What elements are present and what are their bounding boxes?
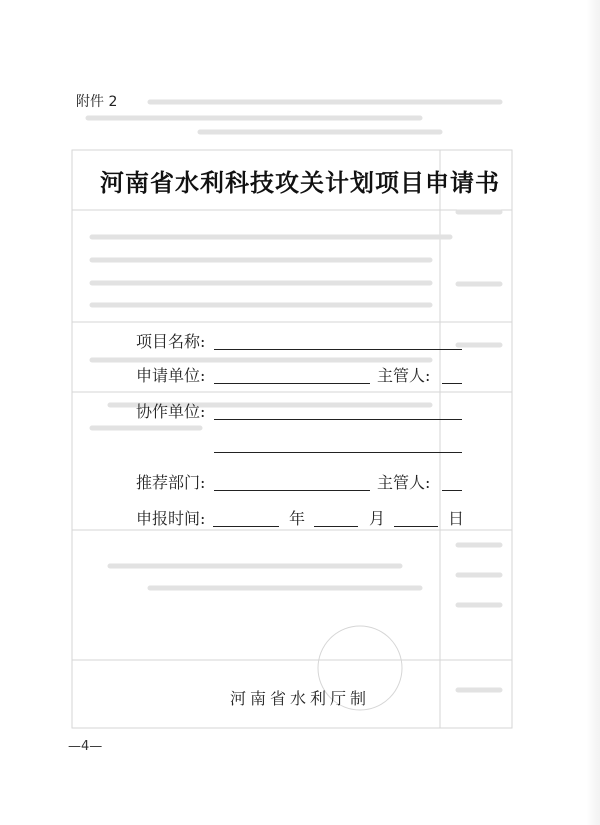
recommender-row [0, 470, 600, 496]
applicant-label: 申请单位: [136, 366, 206, 385]
cooperator-row-2 [0, 432, 600, 458]
day-unit: 日 [448, 509, 465, 528]
cooperator-field-line-1[interactable] [214, 419, 462, 420]
year-field[interactable] [213, 526, 279, 527]
project-name-field[interactable] [214, 349, 462, 350]
project-name-row [0, 329, 600, 355]
month-field[interactable] [314, 526, 358, 527]
recommender-label: 推荐部门: [136, 473, 206, 492]
applicant-row [0, 363, 600, 389]
document-title: 河南省水利科技攻关计划项目申请书 [100, 168, 500, 197]
attachment-label: 附件 2 [76, 94, 118, 110]
date-label: 申报时间: [136, 509, 206, 528]
cooperator-field-line-2[interactable] [214, 452, 462, 453]
page-number: —4— [68, 739, 103, 754]
cooperator-label: 协作单位: [136, 402, 206, 421]
recommender-supervisor-field[interactable] [442, 490, 462, 491]
day-field[interactable] [394, 526, 438, 527]
month-unit: 月 [369, 509, 386, 528]
applicant-supervisor-label: 主管人: [377, 366, 431, 385]
applicant-field[interactable] [214, 383, 370, 384]
recommender-supervisor-label: 主管人: [377, 473, 431, 492]
applicant-supervisor-field[interactable] [442, 383, 462, 384]
issuing-organization: 河南省水利厅制 [229, 689, 370, 708]
cooperator-row [0, 399, 600, 425]
recommender-field[interactable] [214, 490, 370, 491]
project-name-label: 项目名称: [136, 332, 206, 351]
year-unit: 年 [289, 509, 306, 528]
date-row [0, 506, 600, 532]
